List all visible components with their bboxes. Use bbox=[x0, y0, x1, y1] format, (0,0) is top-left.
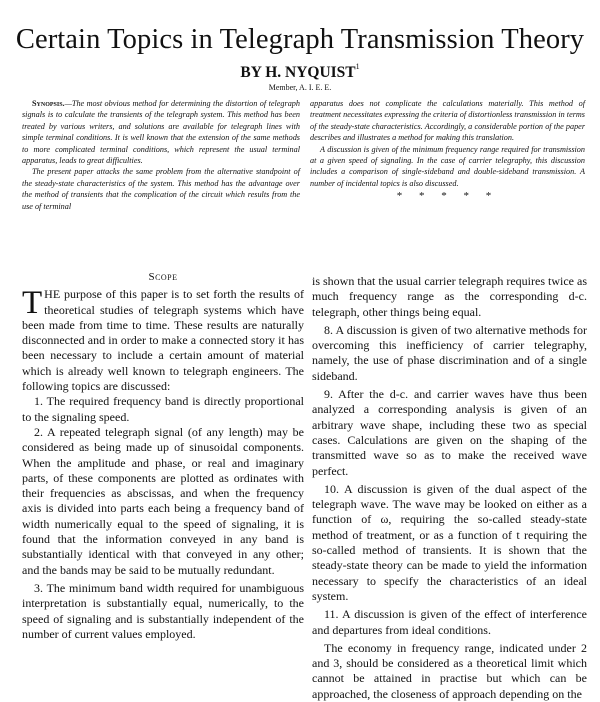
economy-paragraph: The economy in frequency range, indicated under 2 and 3, should be considered as a theoretical limit which cannot be attained in practise but which can be approached, the closeness of approach depending on the bbox=[312, 640, 587, 701]
author-name: BY H. NYQUIST bbox=[240, 64, 356, 81]
topic-item-3: 3. The minimum band width required for unambiguous interpretation is substantially equal, numerically, to the speed of signaling and is substantially independent of the number of current values employed. bbox=[22, 580, 304, 641]
topic-item-11: 11. A discussion is given of the effect of interference and departures from ideal conditions. bbox=[312, 607, 587, 637]
body-left-column bbox=[22, 270, 304, 642]
topic-item-8: 8. A discussion is given of two alternative methods for overcoming this inefficiency of carrier telegraphy, namely, the use of phase discrimination and of a single sideband. bbox=[312, 322, 587, 383]
abstract-paragraph: The present paper attacks the same problem from the alternative standpoint of the steady-state characteristics of the system. This method has the advantage over the method of transients that the complication of the circuit which results from the use of terminal bbox=[22, 167, 300, 211]
drop-cap: T bbox=[22, 285, 43, 322]
paper-title: Certain Topics in Telegraph Transmission Theory bbox=[15, 24, 585, 55]
topic-item-1: 1. The required frequency band is directly proportional to the signaling speed. bbox=[22, 394, 304, 424]
section-separator-stars: * * * * * bbox=[396, 190, 499, 203]
author-byline bbox=[0, 64, 600, 82]
topic-item-10: 10. A discussion is given of the dual aspect of the telegraph wave. The wave may be looked on either as a function of ω, requiring the so-called steady-state method of treatment, or as a function of t requiring the so-called method of transients. It is shown that the steady-state theory can be made to yield the information necessary to specify the characteristics of an ideal system. bbox=[312, 481, 587, 603]
synopsis-label: Synopsis. bbox=[32, 99, 65, 108]
body-right-column bbox=[312, 274, 587, 702]
section-heading-scope: Scope bbox=[148, 271, 178, 283]
abstract-paragraph: Synopsis.—The most obvious method for determining the distortion of telegraph signals is to calculate the transients of the telegraph system. This method has been treated by various writers, and solutions are available for telegraph lines with simple terminal conditions. It is well known that the extension of the same methods to more complicated terminal conditions, which represent the usual terminal apparatus, leads to great difficulties. bbox=[22, 99, 300, 166]
intro-paragraph: THE purpose of this paper is to set forth the results of theoretical studies of telegraph systems which have been made from time to time. These results are naturally disconnected and in order to make a connected story it has been necessary to include a certain amount of material which is already well known to telegraph engineers. The following topics are discussed: bbox=[22, 285, 304, 394]
topic-item-9: 9. After the d-c. and carrier waves have thus been analyzed a corresponding analysis is given of an arbitrary wave shape, including these two as special cases. Calculations are given on the shaping of the transmitted wave so as to make the received wave perfect. bbox=[312, 387, 587, 478]
topic-item-2: 2. A repeated telegraph signal (of any length) may be considered as being made up of sinusoidal components. When the amplitude and phase, or real and imaginary parts, of these components are plotted as ordinates with their frequencies as abscissas, and when the frequency axis is divided into parts each being a frequency band of width numerically equal to the speed of signaling, it is found that the information conveyed in any band is substantially identical with that conveyed in any other; and the bands may be said to be mutually redundant. bbox=[22, 424, 304, 577]
abstract-paragraph: apparatus does not complicate the calculations materially. This method of treatment necessitates expressing the criteria of distortionless transmission in terms of the steady-state characteristics. Accordingly, a considerable portion of the paper describes and illustrates a method for making this translation. bbox=[310, 99, 585, 143]
author-footnote-mark: 1 bbox=[355, 62, 360, 71]
abstract-right-column bbox=[310, 98, 585, 203]
continued-paragraph: is shown that the usual carrier telegraph requires twice as much frequency range as the corresponding d-c. telegraph, other things being equal. bbox=[312, 274, 587, 319]
abstract-left-column bbox=[22, 98, 300, 212]
author-affiliation: Member, A. I. E. E. bbox=[268, 83, 332, 92]
abstract-paragraph: A discussion is given of the minimum frequency range required for transmission at a given speed of signaling. In the case of carrier telegraphy, this discussion includes a comparison of single-sideband and double-sideband transmission. A number of incidental topics is also discussed. bbox=[310, 144, 585, 188]
